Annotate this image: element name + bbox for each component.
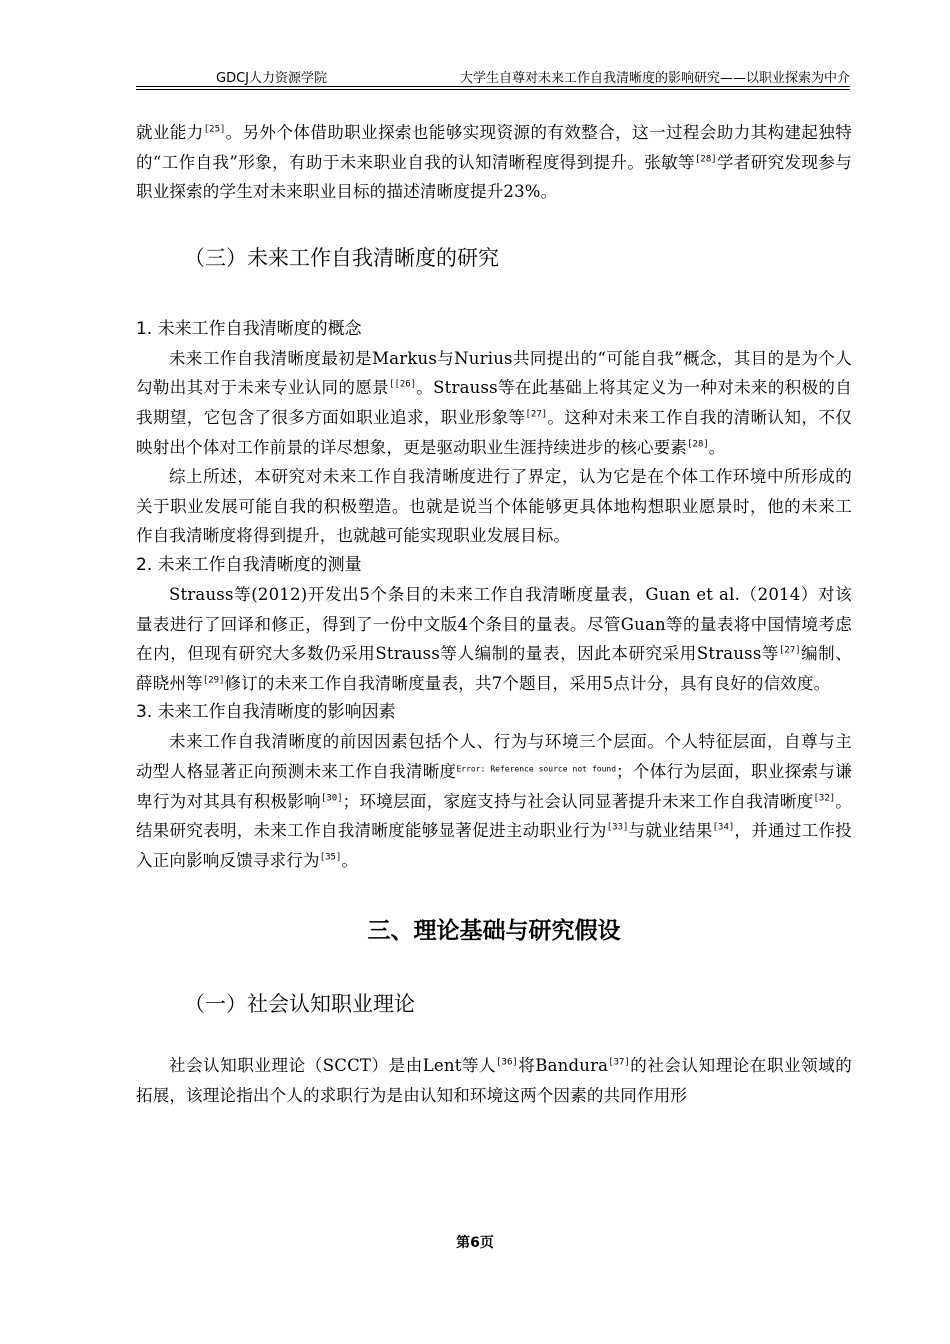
subsection-heading-concept: 1. 未来工作自我清晰度的概念: [136, 318, 362, 339]
citation: [35]: [319, 852, 342, 863]
header-rule-thin: [136, 89, 850, 90]
citation: [37]: [608, 1057, 630, 1068]
subsection-heading-measurement: 2. 未来工作自我清晰度的测量: [136, 554, 362, 575]
citation: [36]: [496, 1057, 518, 1068]
citation: [32]: [813, 793, 836, 804]
paragraph-factors: 未来工作自我清晰度的前因因素包括个人、行为与环境三个层面。个人特征层面，自尊与主动型人格显著正向预测未来工作自我清晰度$^{Error: Reference source not found}$；个体行为层面，职业探索与谦卑行为对其具有积极影响[30]；环境层面，家庭支持与社会认同显著提升未来工作自我清晰度[32]。结果研究表明，未来工作自我清晰度能够显著促进主动职业行为[33]与就业结果[34]，并通过工作投入正向影响反馈寻求行为[35]。: [136, 732, 852, 870]
citation: [33]: [606, 822, 629, 833]
header-institution: GDCJ人力资源学院: [216, 71, 327, 86]
citation: [27]: [525, 409, 548, 420]
page-number: 第6页: [456, 1235, 494, 1251]
section-heading-future-work-self: （三）未来工作自我清晰度的研究: [184, 245, 499, 270]
paragraph-summary: 综上所述，本研究对未来工作自我清晰度进行了界定，认为它是在个体工作环境中所形成的关于职业发展可能自我的积极塑造。也就是说当个体能够更具体地构想职业愿景时，他的未来工作自我清晰度将得到提升，也就越可能实现职业发展目标。: [136, 467, 852, 546]
citation: [28]: [687, 439, 709, 450]
header-paper-title: 大学生自尊对未来工作自我清晰度的影响研究——以职业探索为中介: [459, 71, 850, 86]
reference-error-note: Error: Reference source not found: [456, 764, 617, 774]
citation: [[26]: [389, 380, 417, 391]
page-header: [136, 64, 850, 84]
header-rule: [136, 86, 850, 87]
paragraph-concept: 未来工作自我清晰度最初是Markus与Nurius共同提出的“可能自我”概念，其目的是为个人勾勒出其对于未来专业认同的愿景[[26]。Strauss等在此基础上将其定义为一种对未来的积极的自我期望，它包含了很多方面如职业追求，职业形象等[27]。这种对未来工作自我的清晰认知，不仅映射出个体对工作前景的详尽想象，更是驱动职业生涯持续进步的核心要素[28]。: [136, 348, 853, 457]
subsection-heading-factors: 3. 未来工作自我清晰度的影响因素: [136, 702, 396, 723]
paragraph-measurement: Strauss等(2012)开发出5个条目的未来工作自我清晰度量表，Guan et al.（2014）对该量表进行了回译和修正，得到了一份中文版4个条目的量表。尽管Guan等的量表将中国情境考虑在内，但现有研究大多数仍采用Strauss等人编制的量表，因此本研究采用Strauss等[27]编制、薛晓州等[29]修订的未来工作自我清晰度量表，共7个题目，采用5点计分，具有良好的信效度。: [136, 584, 852, 693]
paragraph-scct: 社会认知职业理论（SCCT）是由Lent等人[36]将Bandura[37]的社会认知理论在职业领域的拓展，该理论指出个人的求职行为是由认知和环境这两个因素的共同作用形: [136, 1056, 852, 1105]
citation: [28]: [694, 154, 717, 165]
citation: [29]: [202, 675, 225, 686]
citation: [30]: [320, 793, 343, 804]
page-body: [136, 118, 852, 1110]
citation: [34]: [712, 822, 735, 833]
citation: [25]: [203, 124, 226, 135]
section-heading-scct: （一）社会认知职业理论: [184, 992, 415, 1017]
paragraph-career-ability: 就业能力[25]。另外个体借助职业探索也能够实现资源的有效整合，这一过程会助力其构建起独特的“工作自我”形象，有助于未来职业自我的认知清晰程度得到提升。张敏等[28]学者研究发现参与职业探索的学生对未来职业目标的描述清晰度提升23%。: [136, 123, 852, 202]
citation: [27]: [779, 645, 801, 656]
chapter-heading: 三、理论基础与研究假设: [367, 918, 621, 945]
